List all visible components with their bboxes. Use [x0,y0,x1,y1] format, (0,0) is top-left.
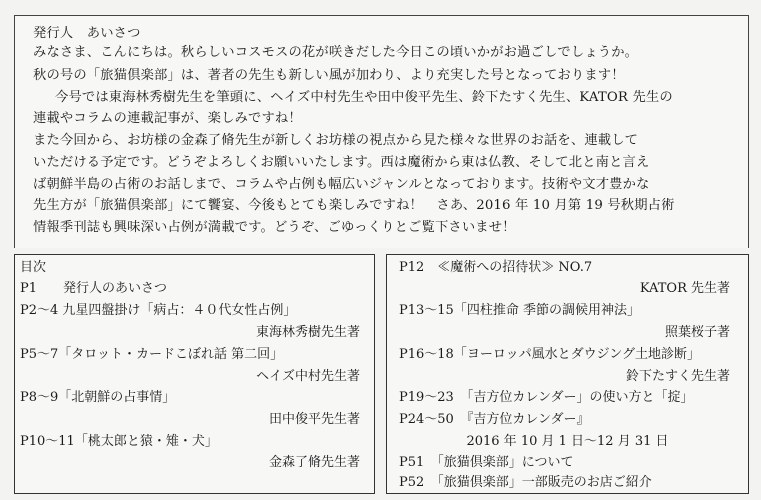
publisher-greeting-box [14,15,749,248]
greeting-line: 連載やコラムの連載記事が、楽しみですね！ [33,111,302,126]
toc-date-range: 2016 年 10 月 1 日～12 月 31 日 [466,434,669,449]
table-of-contents-left [14,254,375,494]
toc-author: KATOR 先生著 [639,281,730,296]
toc-heading: 目次 [20,260,47,275]
toc-entry: P12 ≪魔術への招待状≫ NO.7 [399,260,593,275]
toc-author: 金森了脩先生著 [268,455,360,470]
greeting-line: 今号では東海林秀樹先生を筆頭に、ヘイズ中村先生や田中俊平先生、鈴下たすく先生、KATOR 先生の [55,90,673,105]
toc-author: 鈴下たすく先生著 [625,369,730,384]
greeting-line: いただける予定です。どうぞよろしくお願いいたします。西は魔術から東は仏教、そして北と南と言え [33,155,650,170]
greeting-line: また今回から、お坊様の金森了脩先生が新しくお坊様の視点から見た様々な世界のお話を、連載して [33,133,639,148]
toc-author: 照葉桜子著 [664,325,730,340]
greeting-line: 情報季刊誌も興味深い占例が満載です。どうぞ、ごゆっくりとご覧下さいませ！ [33,220,516,235]
toc-entry: P16～18「ヨーロッパ風水とダウジング土地診断」 [399,347,700,362]
toc-entry: P19～23 「吉方位カレンダー」の使い方と「掟」 [399,390,694,405]
toc-entry: P5～7「タロット・カードこぼれ話 第二回」 [20,347,284,362]
toc-entry: P10～11「桃太郎と猿・雉・犬」 [20,434,218,449]
toc-entry: P52 「旅猫倶楽部」一部販売のお店ご紹介 [399,475,652,490]
table-of-contents-right [386,254,749,494]
greeting-line: みなさま、こんにちは。秋らしいコスモスの花が咲きだした今日この頃いかがお過ごしでしょうか。 [33,45,639,60]
greeting-line: 先生方が「旅猫倶楽部」にて饗宴、今後もとても楽しみですね！ さあ、2016 年 10 月第 19 号秋期占術 [33,198,675,213]
toc-entry: P24～50 『吉方位カレンダー』 [399,412,590,427]
toc-entry: P8～9「北朝鮮の占事情」 [20,390,176,405]
toc-entry: P2～4 九星四盤掛け「病占：４０代女性占例」 [20,303,297,318]
toc-author: 田中俊平先生著 [268,412,360,427]
toc-entry: P51 「旅猫倶楽部」について [399,455,574,470]
toc-author: 東海林秀樹先生著 [255,325,360,340]
toc-entry: P13～15「四柱推命 季節の調候用神法」 [399,303,640,318]
toc-entry: P1 発行人のあいさつ [20,281,168,296]
greeting-line: ば朝鮮半島の占術のお話しまで、コラムや占例も幅広いジャンルとなっております。技術や文才豊かな [33,177,650,192]
greeting-line: 秋の号の「旅猫倶楽部」は、著者の先生も新しい風が加わり、より充実した号となっております！ [33,68,625,83]
toc-author: ヘイズ中村先生著 [256,369,360,384]
greeting-heading: 発行人 あいさつ [33,26,141,41]
